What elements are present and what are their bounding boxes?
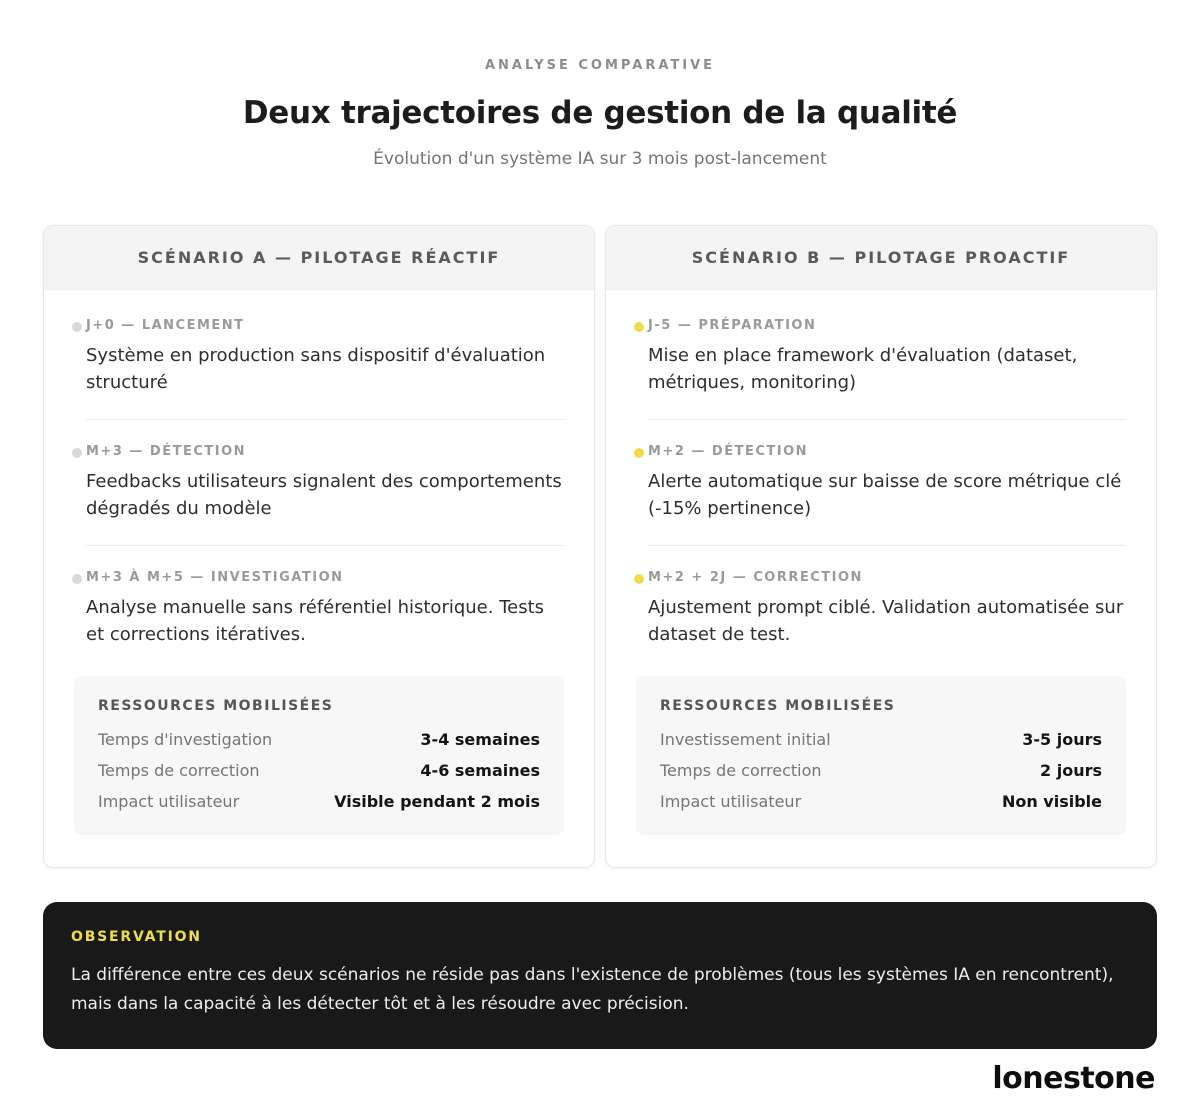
observation-label: OBSERVATION <box>71 929 202 945</box>
resource-label: Investissement initial <box>660 730 831 749</box>
page-header <box>0 0 1200 169</box>
resource-row <box>98 730 540 749</box>
scenario-a-title: SCÉNARIO A — PILOTAGE RÉACTIF <box>137 248 501 267</box>
scenario-b-body <box>606 290 1156 867</box>
resource-label: Impact utilisateur <box>98 792 240 811</box>
timeline-dot-icon <box>634 322 644 332</box>
timeline-item <box>648 318 1126 396</box>
timeline-dot-icon <box>634 448 644 458</box>
resource-value: 2 jours <box>1040 761 1102 780</box>
resource-value: 4-6 semaines <box>420 761 540 780</box>
resources-title: RESSOURCES MOBILISÉES <box>98 698 334 714</box>
timeline-item-text: Analyse manuelle sans référentiel historique. Tests et corrections itératives. <box>86 597 545 645</box>
timeline-item-text: Ajustement prompt ciblé. Validation automatisée sur dataset de test. <box>648 597 1124 645</box>
eyebrow-label: ANALYSE COMPARATIVE <box>484 58 716 73</box>
timeline-dot-icon <box>72 322 82 332</box>
timeline-item-text: Alerte automatique sur baisse de score métrique clé (-15% pertinence) <box>648 471 1122 519</box>
timeline-item-label: M+2 + 2J — CORRECTION <box>648 570 863 585</box>
page-title: Deux trajectoires de gestion de la qualité <box>242 95 958 131</box>
scenario-a-timeline <box>74 318 564 648</box>
timeline-dot-icon <box>634 574 644 584</box>
timeline-item-text: Mise en place framework d'évaluation (dataset, métriques, monitoring) <box>648 345 1078 393</box>
scenario-a-card-header <box>44 226 594 290</box>
resource-value: 3-5 jours <box>1022 730 1102 749</box>
timeline-item <box>86 570 564 648</box>
timeline-item-text: Feedbacks utilisateurs signalent des comportements dégradés du modèle <box>86 471 562 519</box>
divider <box>86 545 564 546</box>
scenario-b-resources-panel <box>636 676 1126 835</box>
observation-panel <box>43 902 1157 1049</box>
timeline-dot-icon <box>72 574 82 584</box>
resource-value: 3-4 semaines <box>420 730 540 749</box>
timeline-item <box>648 570 1126 648</box>
resource-label: Impact utilisateur <box>660 792 802 811</box>
resource-row <box>98 792 540 811</box>
resource-label: Temps d'investigation <box>98 730 273 749</box>
resource-row <box>660 730 1102 749</box>
divider <box>648 419 1126 420</box>
scenario-b-card <box>605 225 1157 868</box>
lonestone-logo: lonestone <box>992 1060 1155 1096</box>
timeline-item-text: Système en production sans dispositif d'évaluation structuré <box>86 345 546 393</box>
resource-label: Temps de correction <box>98 761 260 780</box>
scenario-b-title: SCÉNARIO B — PILOTAGE PROACTIF <box>691 248 1071 267</box>
scenario-a-body <box>44 290 594 867</box>
timeline-item <box>86 318 564 396</box>
scenario-cards <box>43 225 1157 868</box>
resource-row <box>660 761 1102 780</box>
resource-row <box>660 792 1102 811</box>
resource-value: Non visible <box>1001 792 1102 811</box>
timeline-item-label: M+3 À M+5 — INVESTIGATION <box>86 570 344 585</box>
resource-row <box>98 761 540 780</box>
scenario-a-card <box>43 225 595 868</box>
divider <box>86 419 564 420</box>
timeline-item-label: M+3 — DÉTECTION <box>86 444 247 459</box>
scenario-a-resources-panel <box>74 676 564 835</box>
timeline-item-label: M+2 — DÉTECTION <box>648 444 809 459</box>
observation-text: La différence entre ces deux scénarios ne réside pas dans l'existence de problèmes (tous les systèmes IA en rencontrent), mais dans la capacité à les détecter tôt et à les résoudre avec précision. <box>71 965 1114 1014</box>
timeline-item <box>86 444 564 522</box>
resource-value: Visible pendant 2 mois <box>334 792 540 811</box>
resources-title: RESSOURCES MOBILISÉES <box>660 698 896 714</box>
timeline-dot-icon <box>72 448 82 458</box>
scenario-b-card-header <box>606 226 1156 290</box>
resource-label: Temps de correction <box>660 761 822 780</box>
page-footer <box>45 1061 1155 1096</box>
timeline-item-label: J-5 — PRÉPARATION <box>648 318 817 333</box>
page-subtitle: Évolution d'un système IA sur 3 mois post-lancement <box>373 149 827 169</box>
divider <box>648 545 1126 546</box>
timeline-item-label: J+0 — LANCEMENT <box>86 318 245 333</box>
timeline-item <box>648 444 1126 522</box>
scenario-b-timeline <box>636 318 1126 648</box>
